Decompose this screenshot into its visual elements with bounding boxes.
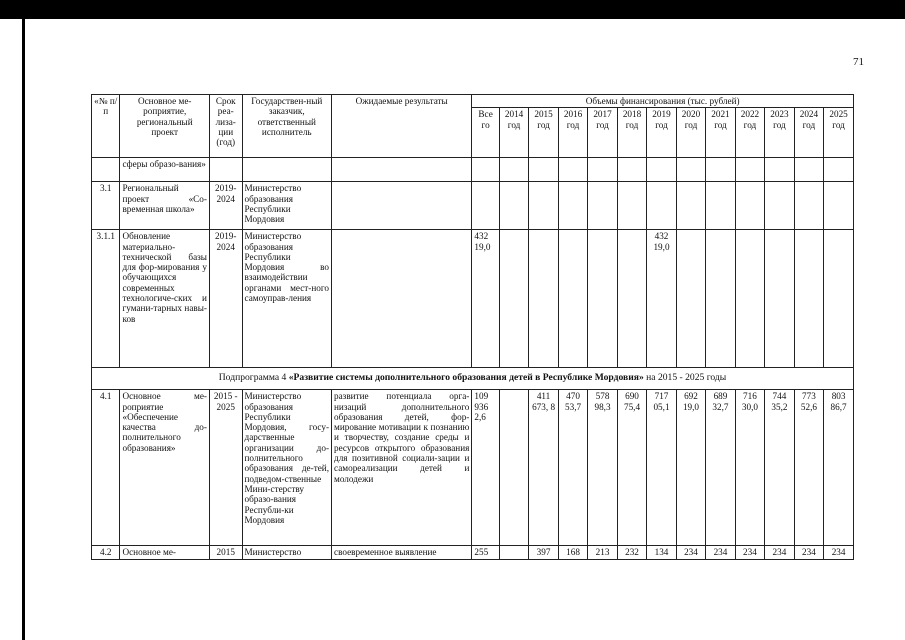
row-year-value — [735, 182, 764, 230]
row-year-value — [765, 158, 794, 182]
row-year-value — [499, 230, 528, 368]
row-year-value: 578 98,3 — [588, 390, 617, 546]
row-year-value: 744 35,2 — [765, 390, 794, 546]
row-year-value: 692 19,0 — [676, 390, 705, 546]
subprogram-prefix: Подпрограмма 4 — [218, 372, 289, 384]
row-year-value — [647, 158, 676, 182]
row-year-value — [706, 230, 735, 368]
row-year-value: 689 32,7 — [706, 390, 735, 546]
row-total — [472, 158, 499, 182]
row-year-value — [765, 182, 794, 230]
row-year-value: 397 — [529, 546, 558, 560]
row-event: Обновление материально-технической базы для фор-мирования у обучающихся современных технологиче-ских и гумани-тарных навы-ков — [120, 230, 210, 368]
row-year-value — [706, 158, 735, 182]
row-term: 2015 - 2025 — [209, 390, 242, 546]
row-customer: Министерство — [242, 546, 332, 560]
row-year-value — [499, 390, 528, 546]
row-year-value: 432 19,0 — [647, 230, 676, 368]
row-customer — [242, 158, 332, 182]
row-number — [92, 158, 120, 182]
row-year-value — [617, 182, 646, 230]
header-year: 2022 год — [735, 108, 764, 158]
table-row — [92, 182, 854, 230]
row-year-value — [676, 158, 705, 182]
row-year-value — [617, 158, 646, 182]
table-row — [92, 546, 854, 560]
row-event: Основное ме- — [120, 546, 210, 560]
row-year-value — [706, 182, 735, 230]
row-year-value — [824, 158, 854, 182]
header-event: Основное ме-роприятие, региональный проект — [120, 95, 210, 158]
header-num: «№ п/п — [92, 95, 120, 158]
row-event: сферы образо-вания» — [120, 158, 210, 182]
row-term — [209, 158, 242, 182]
header-year: 2015 год — [529, 108, 558, 158]
header-results: Ожидаемые результаты — [332, 95, 472, 158]
row-total: 432 19,0 — [472, 230, 499, 368]
header-year: 2025 год — [824, 108, 854, 158]
row-number: 4.2 — [92, 546, 120, 560]
row-year-value: 213 — [588, 546, 617, 560]
row-year-value: 803 86,7 — [824, 390, 854, 546]
row-results — [332, 158, 472, 182]
row-year-value: 232 — [617, 546, 646, 560]
row-year-value — [499, 158, 528, 182]
row-year-value: 717 05,1 — [647, 390, 676, 546]
funding-table-container — [91, 94, 854, 560]
row-results: развитие потенциала орга-низаций дополнительного образования детей, фор-мирование мотивации к познанию и творчеству, создание среды и ресурсов открытого образования для позитивной социали-зации и самореализации детей и молодежи — [332, 390, 472, 546]
row-year-value: 773 52,6 — [794, 390, 823, 546]
header-year: 2017 год — [588, 108, 617, 158]
row-year-value: 234 — [794, 546, 823, 560]
header-funding: Объемы финансирования (тыс. рублей) — [472, 95, 854, 108]
row-year-value — [588, 230, 617, 368]
table-row — [92, 230, 854, 368]
row-year-value — [735, 230, 764, 368]
funding-table — [91, 94, 854, 560]
row-total: 255 — [472, 546, 499, 560]
header-year: 2021 год — [706, 108, 735, 158]
row-year-value — [794, 158, 823, 182]
row-year-value — [558, 158, 587, 182]
row-total — [472, 182, 499, 230]
row-year-value — [794, 230, 823, 368]
row-year-value — [824, 182, 854, 230]
header-year: 2014 год — [499, 108, 528, 158]
header-year: 2024 год — [794, 108, 823, 158]
row-number: 3.1.1 — [92, 230, 120, 368]
row-year-value — [794, 182, 823, 230]
row-year-value — [529, 158, 558, 182]
row-customer: Министерство образования Республики Мордовия — [242, 182, 332, 230]
row-term: 2015 — [209, 546, 242, 560]
row-year-value — [617, 230, 646, 368]
row-year-value: 234 — [676, 546, 705, 560]
row-year-value — [824, 230, 854, 368]
row-number: 3.1 — [92, 182, 120, 230]
row-results — [332, 182, 472, 230]
row-year-value — [529, 182, 558, 230]
row-year-value — [676, 230, 705, 368]
row-results: своевременное выявление — [332, 546, 472, 560]
row-year-value — [499, 546, 528, 560]
row-year-value — [499, 182, 528, 230]
subprogram-suffix: на 2015 - 2025 годы — [643, 372, 727, 384]
row-year-value — [558, 230, 587, 368]
header-term: Срок реа-лиза-ции (год) — [209, 95, 242, 158]
row-year-value — [588, 182, 617, 230]
row-year-value: 716 30,0 — [735, 390, 764, 546]
row-total: 109 936 2,6 — [472, 390, 499, 546]
row-year-value — [647, 182, 676, 230]
row-year-value — [588, 158, 617, 182]
row-term: 2019-2024 — [209, 230, 242, 368]
row-customer: Министерство образования Республики Мордовия во взаимодействии органами мест-ного самоуправ-ления — [242, 230, 332, 368]
row-year-value: 134 — [647, 546, 676, 560]
scan-left-edge — [22, 19, 25, 640]
table-row — [92, 390, 854, 546]
row-year-value — [735, 158, 764, 182]
row-year-value — [529, 230, 558, 368]
subprogram-name: «Развитие системы дополнительного образования детей в Республике Мордовия» — [288, 372, 644, 384]
row-year-value: 168 — [558, 546, 587, 560]
row-year-value: 234 — [735, 546, 764, 560]
row-year-value: 470 53,7 — [558, 390, 587, 546]
header-year: 2020 год — [676, 108, 705, 158]
row-event: Региональный проект «Со-временная школа» — [120, 182, 210, 230]
row-year-value: 690 75,4 — [617, 390, 646, 546]
row-year-value: 234 — [824, 546, 854, 560]
page-number: 71 — [853, 56, 864, 68]
table-row — [92, 158, 854, 182]
row-customer: Министерство образования Республики Мордовия, госу-дарственные организации до-полнительного образования де-тей, подведом-ственные Мини-стерству образо-вания Республи-ки Мордовия — [242, 390, 332, 546]
row-year-value: 234 — [706, 546, 735, 560]
row-year-value — [558, 182, 587, 230]
row-year-value — [676, 182, 705, 230]
row-results — [332, 230, 472, 368]
header-customer: Государствен-ный заказчик, ответственный исполнитель — [242, 95, 332, 158]
header-year: 2018 год — [617, 108, 646, 158]
subprogram-title — [92, 368, 854, 390]
row-event: Основное ме-роприятие «Обеспечение качества до-полнительного образования» — [120, 390, 210, 546]
header-year: 2016 год — [558, 108, 587, 158]
header-total: Все го — [472, 108, 499, 158]
header-year: 2019 год — [647, 108, 676, 158]
row-year-value: 411 673, 8 — [529, 390, 558, 546]
scan-top-border — [0, 0, 905, 19]
header-year: 2023 год — [765, 108, 794, 158]
row-year-value: 234 — [765, 546, 794, 560]
row-number: 4.1 — [92, 390, 120, 546]
row-year-value — [765, 230, 794, 368]
row-term: 2019-2024 — [209, 182, 242, 230]
